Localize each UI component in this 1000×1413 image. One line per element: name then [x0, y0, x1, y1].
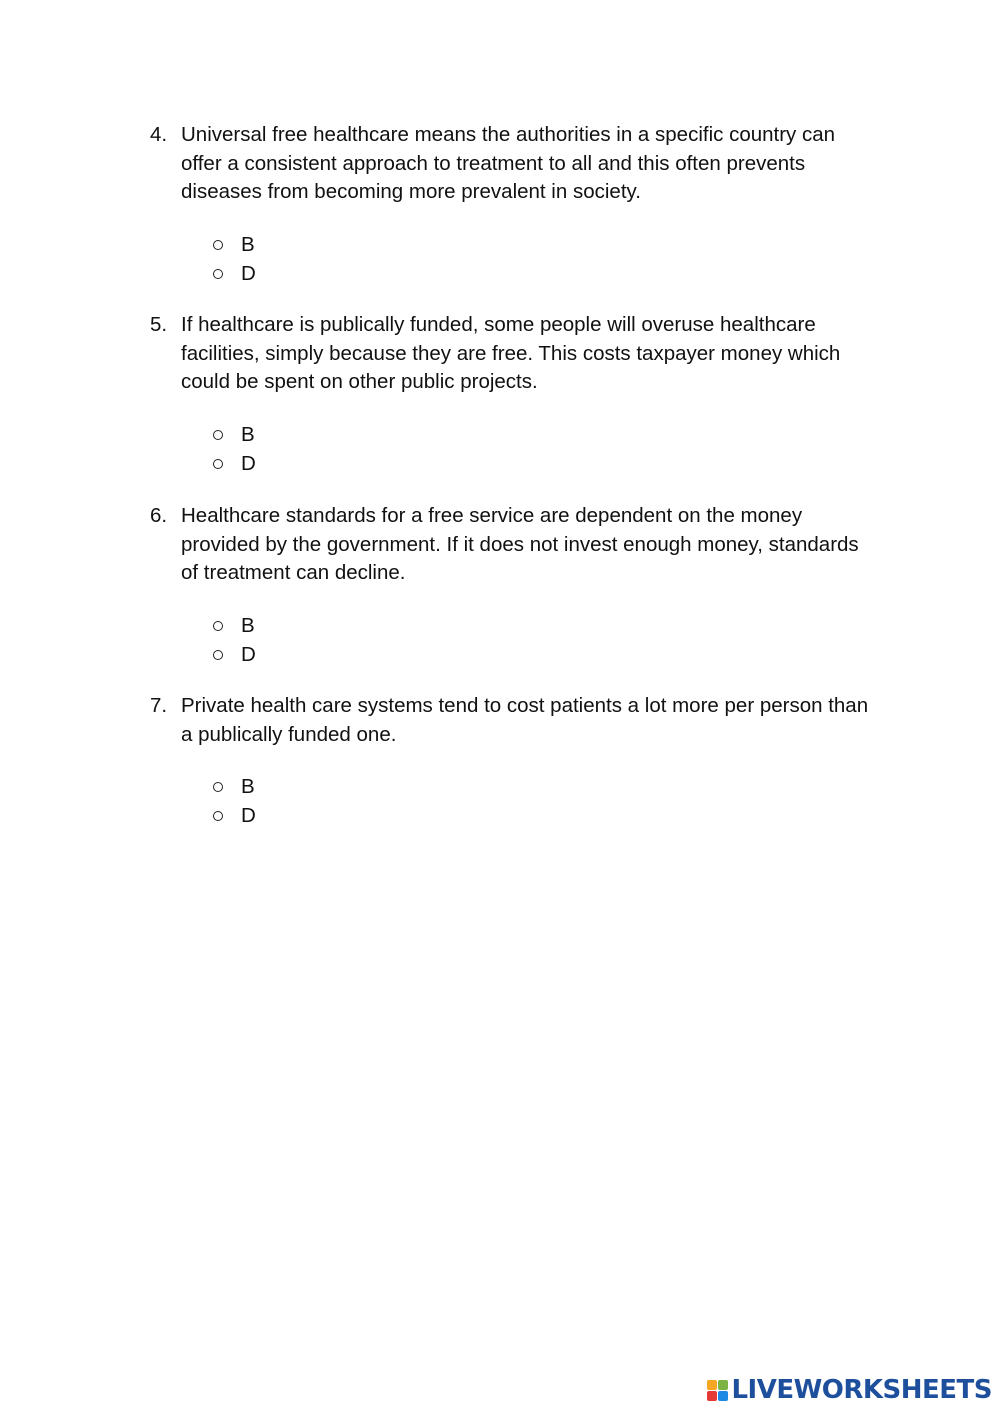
question-4 — [150, 121, 880, 288]
radio-circle-icon[interactable] — [213, 621, 223, 631]
logo-block — [718, 1391, 728, 1401]
answer-options — [150, 230, 880, 288]
question-7 — [150, 692, 880, 830]
question-text: If healthcare is publically funded, some people will overuse healthcare facilities, simply because they are free. This costs taxpayer money which could be spent on other public projects. — [181, 313, 841, 394]
option-b[interactable] — [150, 611, 880, 640]
question-6 — [150, 502, 880, 669]
option-label: B — [241, 613, 255, 637]
radio-circle-icon[interactable] — [213, 811, 223, 821]
option-label: B — [241, 422, 255, 446]
question-number: 6. — [150, 504, 168, 527]
option-d[interactable] — [150, 449, 880, 478]
option-d[interactable] — [150, 640, 880, 669]
logo-block — [707, 1380, 717, 1390]
answer-options — [150, 772, 880, 830]
question-number: 5. — [150, 313, 168, 336]
radio-circle-icon[interactable] — [213, 459, 223, 469]
option-b[interactable] — [150, 420, 880, 449]
answer-options — [150, 611, 880, 669]
question-text: Universal free healthcare means the authorities in a specific country can offer a consistent approach to treatment to all and this often prevents diseases from becoming more prevalent in society. — [181, 123, 836, 204]
option-d[interactable] — [150, 259, 880, 288]
question-number: 7. — [150, 694, 168, 717]
logo-text: LIVEWORKSHEETS — [731, 1375, 992, 1405]
radio-circle-icon[interactable] — [213, 269, 223, 279]
option-label: D — [241, 642, 256, 666]
option-d[interactable] — [150, 801, 880, 830]
option-label: D — [241, 261, 256, 285]
question-5 — [150, 311, 880, 478]
option-b[interactable] — [150, 772, 880, 801]
option-b[interactable] — [150, 230, 880, 259]
radio-circle-icon[interactable] — [213, 650, 223, 660]
question-number: 4. — [150, 123, 168, 146]
logo-blocks-icon — [707, 1380, 728, 1401]
logo-block — [718, 1380, 728, 1390]
answer-options — [150, 420, 880, 478]
option-label: D — [241, 803, 256, 827]
option-label: D — [241, 451, 256, 475]
radio-circle-icon[interactable] — [213, 430, 223, 440]
radio-circle-icon[interactable] — [213, 782, 223, 792]
option-label: B — [241, 232, 255, 256]
logo-block — [707, 1391, 717, 1401]
question-text: Healthcare standards for a free service are dependent on the money provided by the government. If it does not invest enough money, standards of treatment can decline. — [181, 504, 859, 585]
liveworksheets-logo — [707, 1375, 992, 1405]
radio-circle-icon[interactable] — [213, 240, 223, 250]
question-text: Private health care systems tend to cost patients a lot more per person than a publically funded one. — [181, 694, 869, 746]
option-label: B — [241, 774, 255, 798]
